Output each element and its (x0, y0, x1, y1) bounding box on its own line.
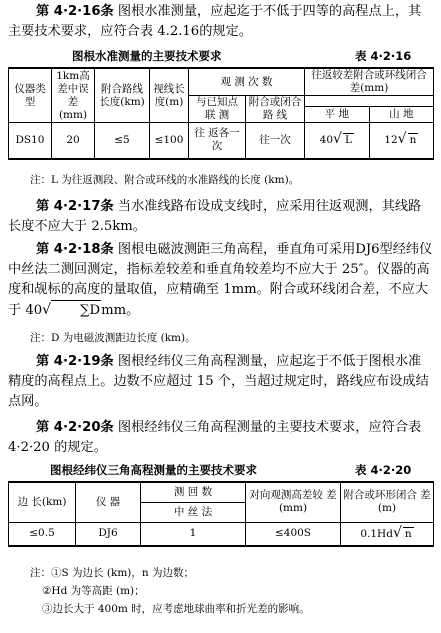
table-label: 表 4·2·20 (355, 463, 412, 477)
cell-instrument: DJ6 (76, 522, 141, 546)
cell-route-length: ≤5 (95, 123, 150, 159)
clause-number: 第 4·2·17条 (36, 199, 114, 214)
note-table1: 注：L 为往返测段、附合或环线的水准路线的长度 (km)。 (30, 174, 300, 186)
trig-leveling-requirements-table (8, 481, 434, 547)
paragraph-4-2-16 (8, 2, 434, 42)
closure-coefficient: 0.1Hd (360, 527, 393, 540)
clause-number: 第 4·2·19条 (36, 354, 114, 369)
header-rounds: 测 回 数 (141, 482, 246, 502)
cell-mountain-closure: 12√ n (369, 123, 433, 159)
closure-radicand: n (404, 527, 412, 540)
header-instrument: 仪器类型 (9, 68, 52, 123)
cell-known-point: 往 返各一次 (189, 123, 246, 159)
cell-flat-closure: 40√ L (305, 123, 370, 159)
table-title: 图根水准测量的主要技术要求 (72, 49, 222, 63)
note-table2-line3: ③边长大于 400m 时，应考虑地球曲率和折光差的影响。 (42, 603, 310, 615)
note-table2-line1: 注：①S 为边长 (km)，n 为边数； (30, 567, 194, 579)
header-flat: 平 地 (305, 107, 370, 123)
clause-number: 第 4·2·18条 (36, 242, 114, 257)
header-height-diff: 对向观测高差较 差(mm) (246, 482, 341, 522)
header-side-length: 边 长(km) (9, 482, 76, 522)
clause-text: 当水准线路布设成支线时，应采用往返观测，其线路长度不应大于 2.5km。 (8, 199, 422, 234)
header-known-point: 与已知点联 测 (189, 96, 246, 123)
header-observation-count: 观 测 次 数 (189, 68, 305, 96)
paragraph-4-2-18: 第 4·2·18条 图根电磁波测距三角高程，垂直角可采用DJ6型经纬仪中丝法二测回测定，指标差较差和垂直角较差均不应大于 25″。仪器的高度和觇标的高度的量取值，应精确至 1mm。附合或环线闭合差，不应大于 40√ ∑Dmm。 (8, 240, 434, 321)
flat-coefficient: 40 (319, 134, 334, 147)
flat-radicand: L (344, 134, 352, 147)
cell-side-length: ≤0.5 (9, 522, 76, 546)
mountain-radicand: n (409, 134, 417, 147)
header-closed-route: 附合或闭合 路 线 (246, 96, 305, 123)
header-midwire: 中 丝 法 (141, 502, 246, 522)
clause-text: 图根电磁波测距三角高程，垂直角可采用DJ6型经纬仪中丝法二测回测定，指标差较差和垂直角较差均不应大于 25″。仪器的高度和觇标的高度的量取值，应精确至 1mm。附合或环线闭合差，不应大于 40 (8, 242, 433, 318)
cell-closed-route: 往一次 (246, 123, 305, 159)
paragraph-4-2-20 (8, 418, 434, 458)
clause-number: 第 4·2·20条 (36, 420, 114, 435)
clause-text: 图根经纬仪三角高程测量的主要技术要求，应符合表 4·2·20 的规定。 (8, 420, 422, 455)
header-mountain: 山 地 (369, 107, 433, 123)
cell-height-diff: ≤400S (246, 522, 341, 546)
cell-closure: 0.1Hd√ n (341, 522, 434, 546)
paragraph-4-2-19 (8, 352, 434, 412)
header-route-length: 附合路线长度(km) (95, 68, 150, 123)
closure-radicand: ∑D (51, 300, 101, 321)
clause-text-end: mm。 (101, 303, 140, 318)
paragraph-4-2-17 (8, 197, 434, 237)
cell-rounds: 1 (141, 522, 246, 546)
table-label: 表 4·2·16 (355, 49, 412, 63)
header-instrument: 仪 器 (76, 482, 141, 522)
header-sight-length: 视线长度(m) (150, 68, 189, 123)
header-closure: 往返较差附合或环线闭合差(mm) (305, 68, 434, 96)
mountain-coefficient: 12 (384, 134, 398, 147)
clause-text: 图根水准测量，应起迄于不低于四等的高程点上，其主要技术要求，应符合表 4.2.16的规定。 (8, 4, 422, 39)
cell-sight-length: ≤100 (150, 123, 189, 159)
cell-instrument: DS10 (9, 123, 52, 159)
note-4-2-18: 注：D 为电磁波测距边长度 (km)。 (30, 332, 196, 344)
header-km-error: 1km高差中误差(mm) (52, 68, 95, 123)
table-title: 图根经纬仪三角高程测量的主要技术要求 (50, 463, 257, 477)
clause-text: 图根经纬仪三角高程测量，应起迄于不低于图根水准精度的高程点上。边数不应超过 15 个，当超过规定时，路线应布设成结点网。 (8, 354, 429, 409)
leveling-requirements-table (8, 67, 434, 160)
header-closure: 附合或环形闭合 差(m) (341, 482, 434, 522)
cell-km-error: 20 (52, 123, 95, 159)
note-table2-line2: ②Hd 为等高距 (m)； (42, 585, 145, 597)
clause-number: 第 4·2·16条 (36, 4, 114, 19)
